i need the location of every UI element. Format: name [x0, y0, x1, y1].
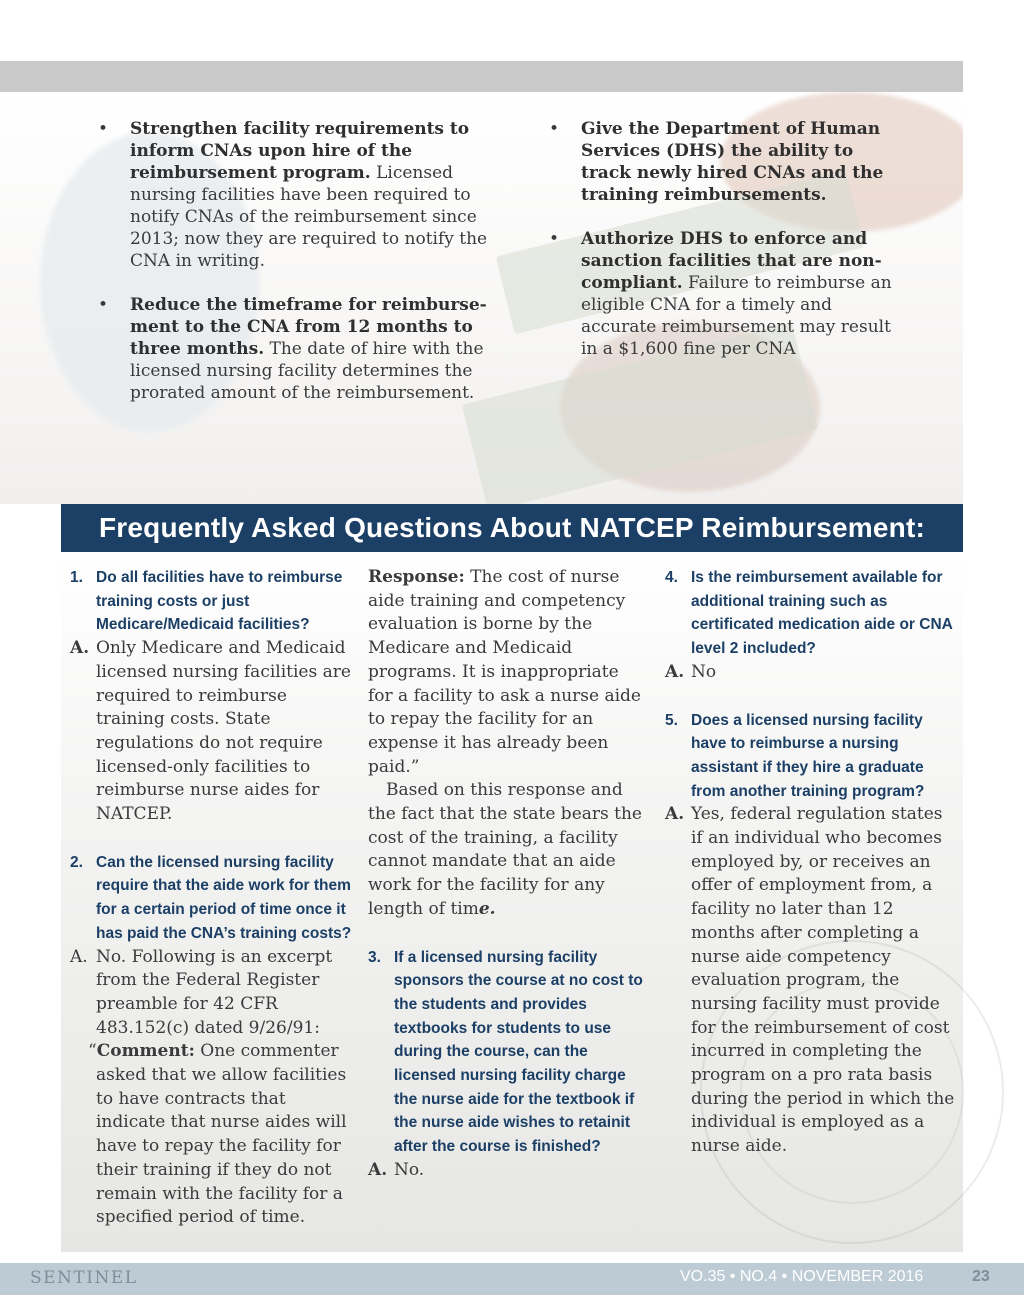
answer-label: A.	[368, 1159, 388, 1180]
bullet-lead: Strengthen facility requirements to inform CNAs upon hire of the reimbursement program.	[130, 119, 470, 183]
footer-issue: VO.35 • NO.4 • NOVEMBER 2016	[680, 1268, 924, 1285]
bullet-text: Licensed nursing facilities have been required to notify CNAs of the reimbursement since 2013; now they are required to notify the CNA in writing.	[130, 163, 488, 271]
faq-comment	[70, 1040, 360, 1230]
comment-text: One commenter asked that we allow facilities to have contracts that indicate that nurse aides will have to repay the facility for their training if they do not remain with the facility for a specified period of time.	[96, 1041, 347, 1228]
bullet-dot-icon: •	[98, 295, 109, 315]
answer-text: No.	[394, 1159, 425, 1180]
faq-column-1	[70, 566, 360, 1230]
question-number: 3.	[368, 948, 381, 966]
question-text: Is the reimbursement available for additional training such as certificated medication aide or CNA level 2 included?	[691, 569, 953, 658]
bullet-item	[98, 118, 488, 272]
faq-heading: Frequently Asked Questions About NATCEP Reimbursement:	[61, 504, 963, 552]
faq-question-5	[665, 709, 955, 804]
response-label: Response:	[368, 567, 465, 587]
answer-label: A.	[70, 638, 90, 659]
answer-text: Only Medicare and Medicaid licensed nursing facilities are required to reimburse training costs. State regulations do not require licensed-only facilities to reimburse nurse aides for NATCEP.	[96, 638, 351, 825]
question-number: 1.	[70, 569, 83, 586]
answer-label: A.	[665, 661, 685, 682]
answer-label: A.	[70, 946, 88, 967]
faq-response	[368, 566, 643, 779]
followup-text: Based on this response and the fact that the state bears the cost of the training, a facility cannot mandate that an aide work for the facility for any length of tim	[368, 780, 642, 919]
answer-text: Yes, federal regulation states if an individual who becomes employed by, or receives an offer of employment from, a facility no later than 12 months after completing a nurse aide competency evaluation program, the nursing facility must provide for the reimbursement of cost incurred in completing the program on a pro rata basis during the period in which the individual is employed as a nurse aide.	[691, 804, 955, 1157]
bullet-text: The date of hire with the licensed nursing facility determines the prorated amount of the reimbursement.	[130, 339, 484, 403]
faq-question-1	[70, 566, 360, 637]
question-number: 4.	[665, 569, 678, 586]
question-text: Do all facilities have to reimburse training costs or just Medicare/Medicaid facilities?	[96, 569, 343, 634]
faq-column-2	[368, 566, 643, 1183]
bullet-text: Failure to reimburse an eligible CNA for a timely and accurate reimbursement may result in a $1,600 fine per CNA	[581, 273, 892, 359]
question-text: Can the licensed nursing facility require that the aide work for them for a certain period of time once it has paid the CNA’s training costs?	[96, 853, 352, 942]
faq-answer-3	[368, 1159, 643, 1183]
bullet-lead: Give the Department of Human Services (DHS) the ability to track newly hired CNAs and the training reimbursements.	[581, 119, 884, 205]
answer-text: No	[691, 661, 717, 682]
faq-answer-2	[70, 946, 360, 1041]
page-number: 23	[972, 1268, 990, 1285]
faq-question-2	[70, 851, 360, 946]
bullet-item	[98, 294, 488, 404]
response-text: The cost of nurse aide training and competency evaluation is borne by the Medicare and Medicaid programs. It is inappropriate for a facility to ask a nurse aide to repay the facility for an expense it has already been paid.”	[368, 567, 641, 777]
question-number: 2.	[70, 853, 83, 871]
bullet-dot-icon: •	[549, 229, 560, 249]
faq-answer-4	[665, 661, 955, 685]
faq-question-3	[368, 946, 643, 1159]
bullet-item	[549, 228, 909, 360]
faq-followup	[368, 779, 643, 921]
bullet-lead: Authorize DHS to enforce and sanction facilities that are non-compliant.	[581, 229, 882, 293]
faq-column-3	[665, 566, 955, 1159]
question-text: Does a licensed nursing facility have to reimburse a nursing assistant if they hire a graduate from another training program?	[691, 711, 925, 800]
header-band	[0, 61, 963, 92]
bullet-dot-icon: •	[549, 119, 560, 139]
answer-text: No. Following is an excerpt from the Federal Register preamble for 42 CFR 483.152(c) dated 9/26/91:	[96, 946, 333, 1038]
bullet-item	[549, 118, 909, 206]
footer-brand: SENTINEL	[30, 1268, 138, 1288]
question-text: If a licensed nursing facility sponsors the course at no cost to the students and provides textbooks for students to use during the course, can the licensed nursing facility charge the nurse aide for the textbook if the nurse aide wishes to retainit after the course is finished?	[394, 948, 643, 1156]
faq-question-4	[665, 566, 955, 661]
bullet-list-right	[549, 118, 909, 382]
bullet-lead: Reduce the timeframe for reimburse-ment to the CNA from 12 months to three months.	[130, 295, 487, 359]
bullet-list-left	[98, 118, 488, 426]
followup-end: e.	[478, 898, 496, 919]
faq-answer-1	[70, 637, 360, 827]
quote-mark: “	[88, 1041, 97, 1062]
answer-label: A.	[665, 804, 685, 825]
faq-answer-5	[665, 803, 955, 1159]
bullet-dot-icon: •	[98, 119, 109, 139]
comment-label: Comment:	[96, 1041, 195, 1062]
question-number: 5.	[665, 711, 678, 729]
